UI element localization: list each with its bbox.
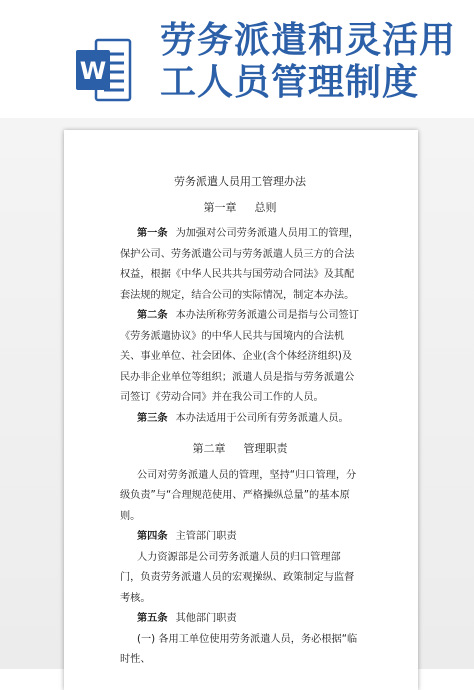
article-4-body: 人力资源部是公司劳务派遣人员的归口管理部门，负责劳务派遣人员的宏观操纵、政策制定与监督考核。 xyxy=(120,551,355,604)
article-5-label: 第五条 xyxy=(137,613,168,624)
banner-title-line1: 劳务派遣和灵活用 xyxy=(160,20,457,61)
article-1 xyxy=(120,224,360,306)
article-4 xyxy=(120,527,360,548)
article-3 xyxy=(120,409,360,430)
article-4-label: 第四条 xyxy=(137,531,168,542)
article-4-text: 主管部门职责 xyxy=(175,531,237,542)
article-5-item-1: (一) 各用工单位使用劳务派遣人员，务必根据“临时性、 xyxy=(120,633,358,665)
chapter-2-heading xyxy=(120,439,360,460)
article-1-label: 第一条 xyxy=(137,228,168,239)
chapter-1-number: 第一章 xyxy=(203,200,237,214)
article-2-text: 本办法所称劳务派遣公司是指与公司签订《劳务派遣协议》的中华人民共与国境内的合法机关、事业单位、社会团体、企业(含个体经济组织)及民办非企业单位等组织；派遣人员是指与劳务派遣公司签订《劳动合同》并在我公司工作的人员。 xyxy=(120,310,359,403)
chapter-2-name: 管理职责 xyxy=(243,442,288,455)
article-1-text: 为加强对公司劳务派遣人员用工的管理，保护公司、劳务派遣公司与劳务派遣人员三方的合法权益，根据《中华人民共共与国劳动合同法》及其配套法规的规定，结合公司的实际情况，制定本办法。 xyxy=(120,228,359,301)
article-2 xyxy=(120,306,360,409)
chapter-2-number: 第二章 xyxy=(192,442,226,455)
article-5 xyxy=(120,609,360,630)
chapter-1-heading xyxy=(120,198,360,219)
header-banner xyxy=(0,0,474,118)
chapter-2-intro: 公司对劳务派遣人员的管理，坚持“归口管理，分级负责”与“合理规范使用、严格操纵总量”的基本原则。 xyxy=(120,469,357,522)
article-3-label: 第三条 xyxy=(137,412,168,424)
document-body xyxy=(120,172,360,671)
word-icon-letter: W xyxy=(79,57,107,85)
document-title: 劳务派遣人员用工管理办法 xyxy=(174,175,306,188)
article-2-label: 第二条 xyxy=(137,310,168,321)
word-doc-icon xyxy=(74,34,134,106)
article-3-text: 本办法适用于公司所有劳务派遣人员。 xyxy=(175,412,349,424)
article-5-text: 其他部门职责 xyxy=(175,613,237,624)
chapter-1-name: 总则 xyxy=(254,200,277,214)
banner-title-line2: 工人员管理制度 xyxy=(160,62,420,103)
banner-title xyxy=(160,20,460,104)
